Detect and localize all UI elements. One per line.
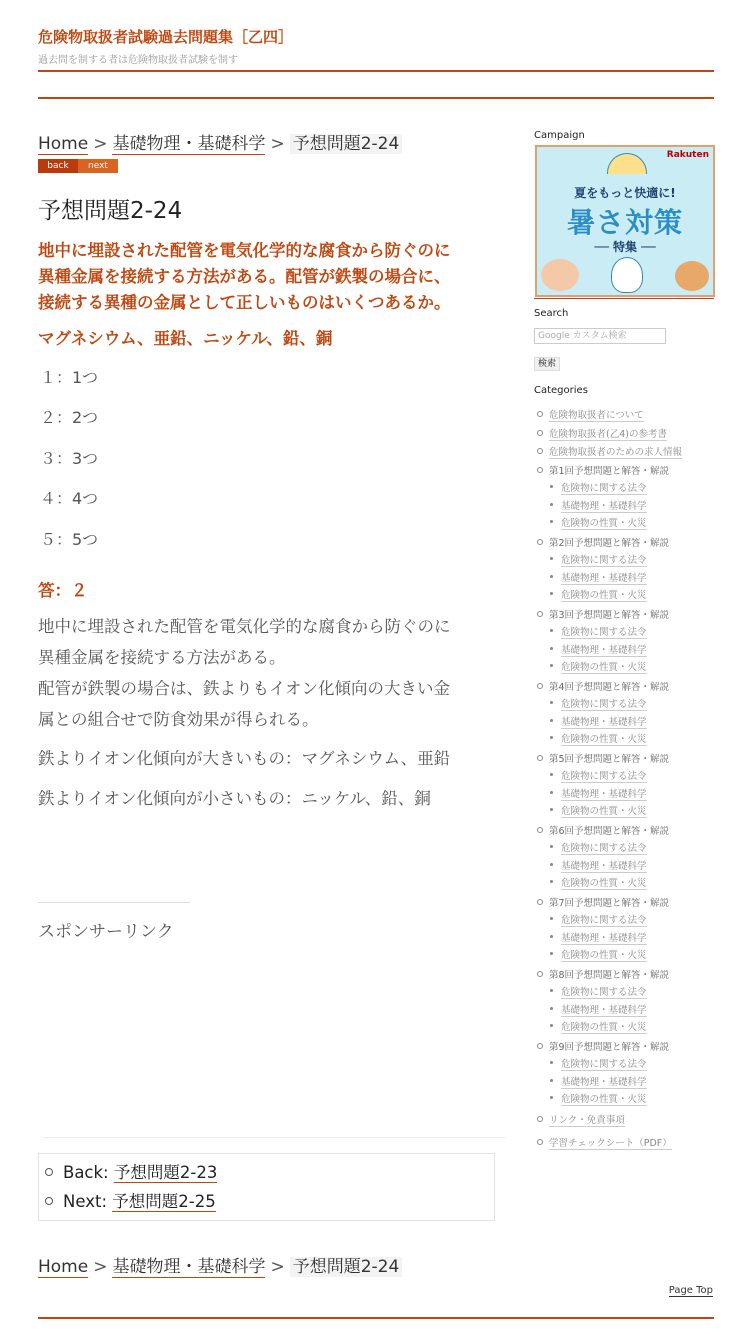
postnav-back-label: Back: [63,1163,109,1182]
postnav-back-item [45,1161,494,1190]
category-section[interactable]: 第5回予想問題と解答・解説 [549,751,669,765]
category-subitem[interactable]: 危険物に関する法令 [561,480,647,495]
page-top-link[interactable]: Page Top [668,1285,713,1296]
category-section[interactable]: 第2回予想問題と解答・解説 [549,535,669,549]
postnav-next-item [45,1190,494,1219]
site-title-link[interactable]: 危険物取扱者試験過去問題集［乙四］ [38,28,294,46]
answer-option: １：1つ [40,368,99,387]
breadcrumb-current: 予想問題2-24 [290,1257,403,1277]
category-section[interactable]: 第8回予想問題と解答・解説 [549,967,669,981]
category-subitem[interactable]: 基礎物理・基礎科学 [561,930,647,945]
polar-bear-icon [611,257,643,293]
header-rule-2 [38,97,714,99]
breadcrumb-separator: > [93,134,108,154]
ad-divider [42,1137,506,1138]
category-subitem[interactable]: 危険物の性質・火災 [561,515,647,530]
bullet-icon [45,1197,53,1205]
explanation-smaller: 鉄よりイオン化傾向が小さいもの：ニッケル、鉛、銅 [38,789,431,808]
dog-image-icon [675,261,709,291]
explanation-paragraph [38,611,508,735]
category-subitem[interactable]: 危険物の性質・火災 [561,947,647,962]
category-section[interactable]: 第1回予想問題と解答・解説 [549,463,669,477]
next-button[interactable]: next [78,159,118,173]
breadcrumb-category-link[interactable]: 基礎物理・基礎科学 [112,134,266,154]
explanation-line: 異種金属を接続する方法がある。 [38,648,286,667]
categories-heading: Categories [534,385,588,396]
category-subitem[interactable]: 危険物の性質・火災 [561,1091,647,1106]
postnav-back-link[interactable]: 予想問題2-23 [113,1163,218,1182]
category-subitem[interactable]: 危険物の性質・火災 [561,1019,647,1034]
breadcrumb-separator: > [270,134,285,154]
postnav-next-link[interactable]: 予想問題2-25 [112,1192,216,1211]
category-subitem[interactable]: 危険物に関する法令 [561,1056,647,1071]
answer-text: 答：２ [38,581,88,600]
post-navigation [38,1153,495,1221]
category-item[interactable]: 危険物取扱者について [549,407,644,422]
category-section[interactable]: 第4回予想問題と解答・解説 [549,679,669,693]
category-subitem[interactable]: 危険物に関する法令 [561,768,647,783]
breadcrumb-separator: > [93,1257,108,1277]
question-line: 接続する異種の金属として正しいものはいくつあるか。 [38,293,451,312]
category-item[interactable]: 危険物取扱者のための求人情報 [549,444,682,459]
search-input[interactable]: Google カスタム検索 [534,328,666,344]
banner-line-1: 夏をもっと快適に! [574,186,676,200]
explanation-line: 地中に埋設された配管を電気化学的な腐食から防ぐのに [38,617,451,636]
post-pager [38,159,118,173]
category-subitem[interactable]: 基礎物理・基礎科学 [561,786,647,801]
category-subitem[interactable]: 基礎物理・基礎科学 [561,858,647,873]
search-button[interactable]: 検索 [534,357,560,371]
breadcrumb [38,129,402,154]
category-subitem[interactable]: 危険物に関する法令 [561,984,647,999]
sponsor-divider [38,902,190,903]
category-item[interactable]: 学習チェックシート（PDF） [549,1135,672,1150]
breadcrumb-current: 予想問題2-24 [290,134,403,154]
metal-list: マグネシウム、亜鉛、ニッケル、鉛、銅 [38,329,333,348]
sidebar-divider [534,298,714,299]
breadcrumb-separator: > [270,1257,285,1277]
category-subitem[interactable]: 基礎物理・基礎科学 [561,714,647,729]
category-subitem[interactable]: 危険物に関する法令 [561,912,647,927]
banner-line-3: ── 特集 ── [594,240,656,254]
question-line: 地中に埋設された配管を電気化学的な腐食から防ぐのに [38,241,451,260]
category-subitem[interactable]: 危険物の性質・火災 [561,659,647,674]
answer-option: ４：4つ [40,489,99,508]
question-line: 異種金属を接続する方法がある。配管が鉄製の場合に、 [38,267,451,286]
campaign-banner[interactable] [535,145,715,297]
banner-line-2: 暑さ対策 [566,206,683,239]
footer-rule [38,1317,714,1319]
explanation-larger: 鉄よりイオン化傾向が大きいもの：マグネシウム、亜鉛 [38,749,451,768]
sponsor-label: スポンサーリンク [38,922,174,942]
explanation-line: 配管が鉄製の場合は、鉄よりもイオン化傾向の大きい金 [38,679,451,698]
category-subitem[interactable]: 危険物に関する法令 [561,552,647,567]
search-heading: Search [534,308,569,319]
breadcrumb-home-link[interactable]: Home [38,1257,89,1277]
category-subitem[interactable]: 危険物に関する法令 [561,840,647,855]
breadcrumb-category-link[interactable]: 基礎物理・基礎科学 [112,1257,266,1277]
back-button[interactable]: back [38,159,78,173]
category-subitem[interactable]: 基礎物理・基礎科学 [561,570,647,585]
category-subitem[interactable]: 基礎物理・基礎科学 [561,1002,647,1017]
answer-option: ３：3つ [40,449,99,468]
question-text [38,238,508,316]
answer-option: ２：2つ [40,408,99,427]
explanation-line: 属との組合せで防食効果が得られる。 [38,710,319,729]
category-item[interactable]: リンク・免責事項 [549,1112,625,1127]
bullet-icon [45,1168,53,1176]
category-subitem[interactable]: 危険物の性質・火災 [561,587,647,602]
category-subitem[interactable]: 基礎物理・基礎科学 [561,642,647,657]
category-item[interactable]: 危険物取扱者(乙4)の参考書 [549,426,667,441]
category-subitem[interactable]: 基礎物理・基礎科学 [561,498,647,513]
rakuten-logo: Rakuten [666,150,709,160]
category-subitem[interactable]: 危険物の性質・火災 [561,731,647,746]
sun-icon [607,153,647,174]
category-section[interactable]: 第9回予想問題と解答・解説 [549,1039,669,1053]
woman-image-icon [541,259,579,291]
category-section[interactable]: 第6回予想問題と解答・解説 [549,823,669,837]
category-subitem[interactable]: 危険物に関する法令 [561,696,647,711]
breadcrumb-home-link[interactable]: Home [38,134,89,154]
campaign-heading: Campaign [534,130,585,141]
breadcrumb-bottom [38,1252,402,1277]
category-section[interactable]: 第3回予想問題と解答・解説 [549,607,669,621]
category-subitem[interactable]: 危険物の性質・火災 [561,875,647,890]
page-title: 予想問題2-24 [38,198,183,224]
postnav-next-label: Next: [63,1192,107,1211]
category-subitem[interactable]: 危険物の性質・火災 [561,803,647,818]
category-section[interactable]: 第7回予想問題と解答・解説 [549,895,669,909]
header-rule [38,70,714,72]
category-subitem[interactable]: 危険物に関する法令 [561,624,647,639]
answer-option: ５：5つ [40,530,99,549]
site-description: 過去問を制する者は危険物取扱者試験を制す [38,55,238,66]
category-subitem[interactable]: 基礎物理・基礎科学 [561,1074,647,1089]
